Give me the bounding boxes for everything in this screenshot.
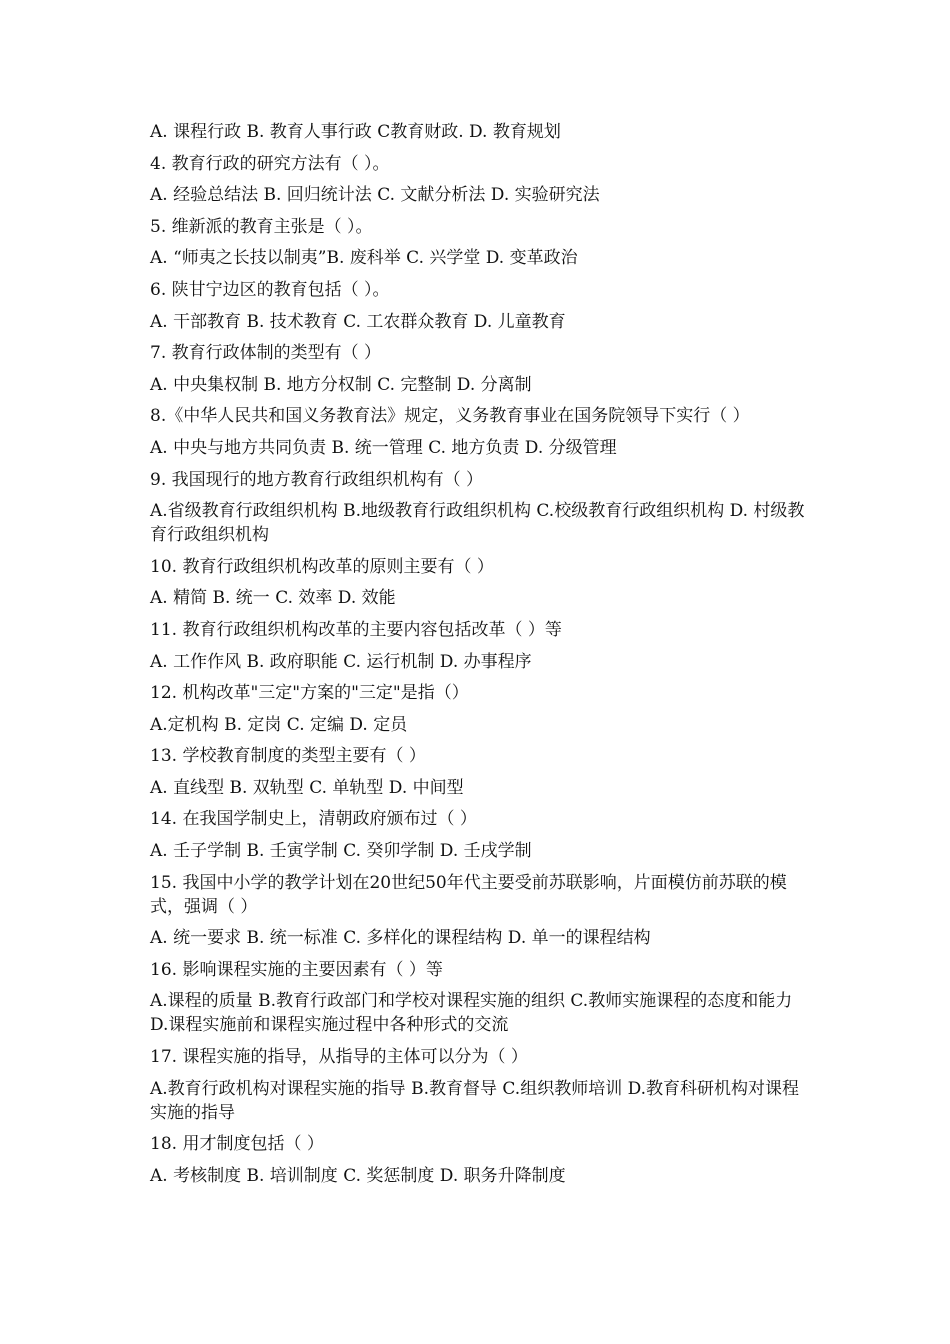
question-line: 12. 机构改革"三定"方案的"三定"是指（） xyxy=(150,683,469,704)
question-line: 11. 教育行政组织机构改革的主要内容包括改革（ ）等 xyxy=(150,619,562,640)
option-line: A. 中央与地方共同负责 B. 统一管理 C. 地方负责 D. 分级管理 xyxy=(150,437,617,458)
option-line: A. 课程行政 B. 教育人事行政 C教育财政. D. 教育规划 xyxy=(150,122,561,142)
option-line: A.教育行政机构对课程实施的指导 B.教育督导 C.组织教师培训 D.教育科研机构对课程实施的指导 xyxy=(150,1078,800,1123)
question-line: 7. 教育行政体制的类型有（ ） xyxy=(150,343,382,364)
option-line: A. 直线型 B. 双轨型 C. 单轨型 D. 中间型 xyxy=(150,777,464,798)
question-line: 15. 我国中小学的教学计划在20世纪50年代主要受前苏联影响，片面模仿前苏联的模式，强调（ ） xyxy=(150,872,787,917)
question-line: 9. 我国现行的地方教育行政组织机构有（ ） xyxy=(150,469,484,490)
question-line: 10. 教育行政组织机构改革的原则主要有（ ） xyxy=(150,556,494,577)
question-line: 17. 课程实施的指导，从指导的主体可以分为（ ） xyxy=(150,1047,528,1068)
question-line: 6. 陕甘宁边区的教育包括（ ）。 xyxy=(150,279,390,300)
question-line: 13. 学校教育制度的类型主要有（ ） xyxy=(150,746,426,767)
option-line: A. “师夷之长技以制夷”B. 废科举 C. 兴学堂 D. 变革政治 xyxy=(150,248,578,269)
option-line: A.课程的质量 B.教育行政部门和学校对课程实施的组织 C.教师实施课程的态度和能力 D.课程实施前和课程实施过程中各种形式的交流 xyxy=(150,991,793,1036)
option-line: A. 工作作风 B. 政府职能 C. 运行机制 D. 办事程序 xyxy=(150,651,532,672)
question-line: 5. 维新派的教育主张是（ ）。 xyxy=(150,216,373,237)
option-line: A.省级教育行政组织机构 B.地级教育行政组织机构 C.校级教育行政组织机构 D. 村级教育行政组织机构 xyxy=(150,501,805,546)
question-line: 4. 教育行政的研究方法有（ ）。 xyxy=(150,153,390,174)
option-line: A. 考核制度 B. 培训制度 C. 奖惩制度 D. 职务升降制度 xyxy=(150,1165,566,1186)
option-line: A. 统一要求 B. 统一标准 C. 多样化的课程结构 D. 单一的课程结构 xyxy=(150,928,651,949)
document-body xyxy=(150,120,810,1195)
option-line: A. 干部教育 B. 技术教育 C. 工农群众教育 D. 儿童教育 xyxy=(150,311,566,332)
question-line: 8.《中华人民共和国义务教育法》规定，义务教育事业在国务院领导下实行（ ） xyxy=(150,406,750,427)
question-line: 18. 用才制度包括（ ） xyxy=(150,1134,324,1155)
option-line: A. 精简 B. 统一 C. 效率 D. 效能 xyxy=(150,588,396,609)
question-line: 16. 影响课程实施的主要因素有（ ）等 xyxy=(150,959,443,980)
option-line: A. 经验总结法 B. 回归统计法 C. 文献分析法 D. 实验研究法 xyxy=(150,185,600,206)
question-line: 14. 在我国学制史上，清朝政府颁布过（ ） xyxy=(150,809,477,830)
option-line: A. 中央集权制 B. 地方分权制 C. 完整制 D. 分离制 xyxy=(150,374,532,395)
option-line: A.定机构 B. 定岗 C. 定编 D. 定员 xyxy=(150,714,408,735)
option-line: A. 壬子学制 B. 壬寅学制 C. 癸卯学制 D. 壬戌学制 xyxy=(150,841,532,862)
